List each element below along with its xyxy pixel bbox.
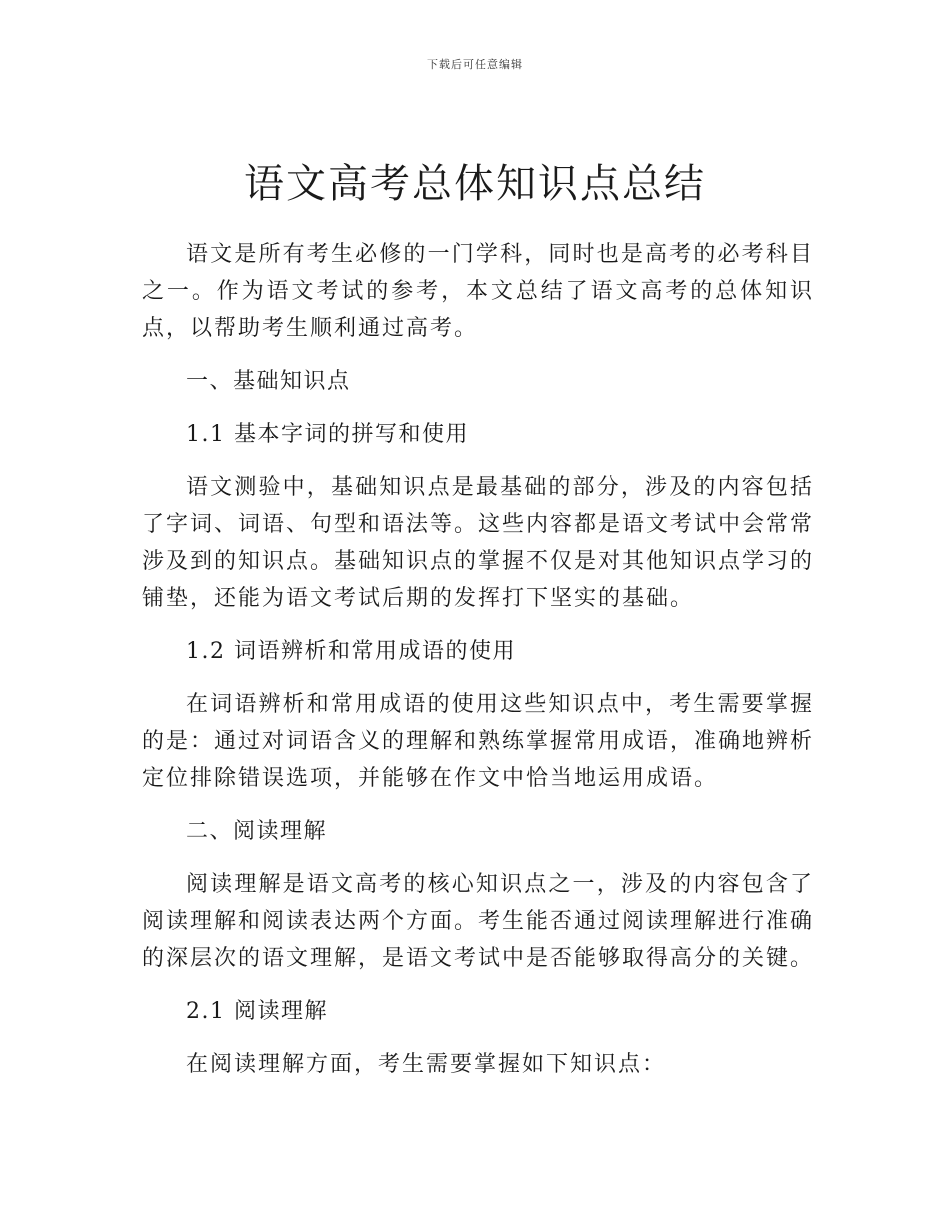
paragraph-basics: 语文测验中，基础知识点是最基础的部分，涉及的内容包括了字词、词语、句型和语法等。这些内容都是语文考试中会常常涉及到的知识点。基础知识点的掌握不仅是对其他知识点学习的铺垫，还能为语文考试后期的发挥打下坚实的基础。: [142, 475, 815, 611]
header-note: 下载后可任意编辑: [427, 58, 523, 71]
subsection-heading-1-2: 1.2 词语辨析和常用成语的使用: [186, 639, 516, 664]
subsection-heading-1-1: 1.1 基本字词的拼写和使用: [186, 422, 469, 447]
section-heading-reading: 二、阅读理解: [186, 819, 328, 844]
paragraph-intro: 语文是所有考生必修的一门学科，同时也是高考的必考科目之一。作为语文考试的参考，本文总结了语文高考的总体知识点，以帮助考生顺利通过高考。: [142, 242, 814, 341]
document-body: [142, 236, 814, 1099]
section-heading-basics: 一、基础知识点: [186, 369, 351, 394]
paragraph-reading: 阅读理解是语文高考的核心知识点之一，涉及的内容包含了阅读理解和阅读表达两个方面。考生能否通过阅读理解进行准确的深层次的语文理解，是语文考试中是否能够取得高分的关键。: [142, 872, 815, 971]
paragraph-reading-points: 在阅读理解方面，考生需要掌握如下知识点：: [186, 1052, 667, 1077]
paragraph-idioms: 在词语辨析和常用成语的使用这些知识点中，考生需要掌握的是：通过对词语含义的理解和熟练掌握常用成语，准确地辨析定位排除错误选项，并能够在作文中恰当地运用成语。: [142, 692, 815, 791]
document-title: 语文高考总体知识点总结: [244, 161, 706, 207]
subsection-heading-2-1: 2.1 阅读理解: [186, 999, 328, 1024]
